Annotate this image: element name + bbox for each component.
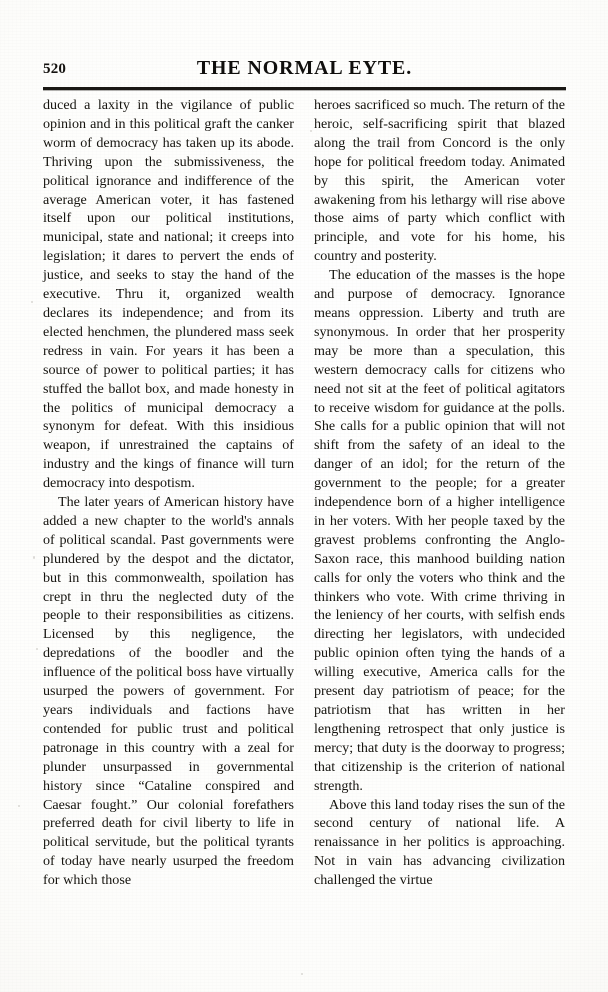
paragraph: heroes sacrificed so much. The return of the heroic, self-sacrificing spirit that blazed along the trail from Concord is the only hope for political freedom today. Animated by this spirit, the American voter awakening from his lethargy will rise above those aims of party which conflict with principle, and vote for his home, his country and posterity. — [314, 97, 565, 265]
scan-speck — [18, 805, 20, 807]
column-left — [43, 96, 294, 944]
paragraph: The later years of American history have added a new chapter to the world's annals of political scandal. Past governments were plundered by the despot and the dictator, but in this commonwealth, spoilation has crept in thru the neglected duty of the people to their responsibilities as citizens. Licensed by this negligence, the depredations of the boodler and the influence of the political boss have virtually usurped the powers of government. For years individuals and factions have contended for public trust and political patronage in this country with a zeal for plunder unsurpassed in governmental history since “Cataline conspired and Caesar fought.” Our colonial forefathers preferred death for civil liberty to life in political servitude, but the political tyrants of today have nearly usurped the freedom for which those — [43, 494, 294, 889]
page-number: 520 — [43, 61, 67, 77]
header-rule-divider — [43, 87, 566, 90]
scan-speck — [310, 130, 312, 132]
scan-speck — [36, 648, 38, 650]
running-head — [43, 58, 566, 84]
publication-title: THE NORMAL EYTE. — [196, 58, 413, 79]
paragraph: Above this land today rises the sun of the second century of national life. A renaissance in her politics is approaching. Not in vain has advancing civilization challenged the virtue — [314, 796, 565, 889]
column-right — [314, 96, 565, 944]
paragraph: duced a laxity in the vigilance of public opinion and in this political graft the canker worm of democracy has taken up its abode. Thriving upon the submissiveness, the political ignorance and indifference of the average American voter, it has fastened itself upon our political institutions, municipal, state and national; it creeps into legislation; it dares to pervert the ends of justice, and seeks to stay the hand of the executive. Thru it, organized wealth declares its independence; and from its elected henchmen, the plundered mass seek redress in vain. For years it has been a source of power to political parties; it has stuffed the ballot box, and made honesty in the politics of municipal democracy a synonym for defeat. With this insidious weapon, if unrestrained the captains of industry and the kings of finance will turn democracy into despotism. — [43, 97, 294, 492]
scan-speck — [33, 556, 35, 559]
scan-speck — [31, 301, 33, 303]
scan-speck — [301, 973, 303, 975]
body-columns — [43, 96, 566, 944]
paragraph: The education of the masses is the hope and purpose of democracy. Ignorance means oppression. Liberty and truth are synonymous. In order that her prosperity may be more than a speculation, this western democracy calls for citizens who need not sit at the feet of political agitators to receive wisdom for guidance at the polls. She calls for a public opinion that will not shift from the safety of an ideal to the danger of an idol; for the return of the government to the people; for a greater independence born of a higher intelligence in her voters. With her people taxed by the gravest problems confronting the Anglo-Saxon race, this manhood building nation calls for only the voters who think and the thinkers who vote. With crime thriving in the leniency of her courts, with selfish ends directing her legislators, with undecided public opinion often tying the hands of a willing executive, America calls for the present day patriotism of peace; for the patriotism that has written in her lengthening retrospect that only justice is mercy; that duty is the doorway to progress; that citizenship is the criterion of national strength. — [314, 267, 565, 794]
